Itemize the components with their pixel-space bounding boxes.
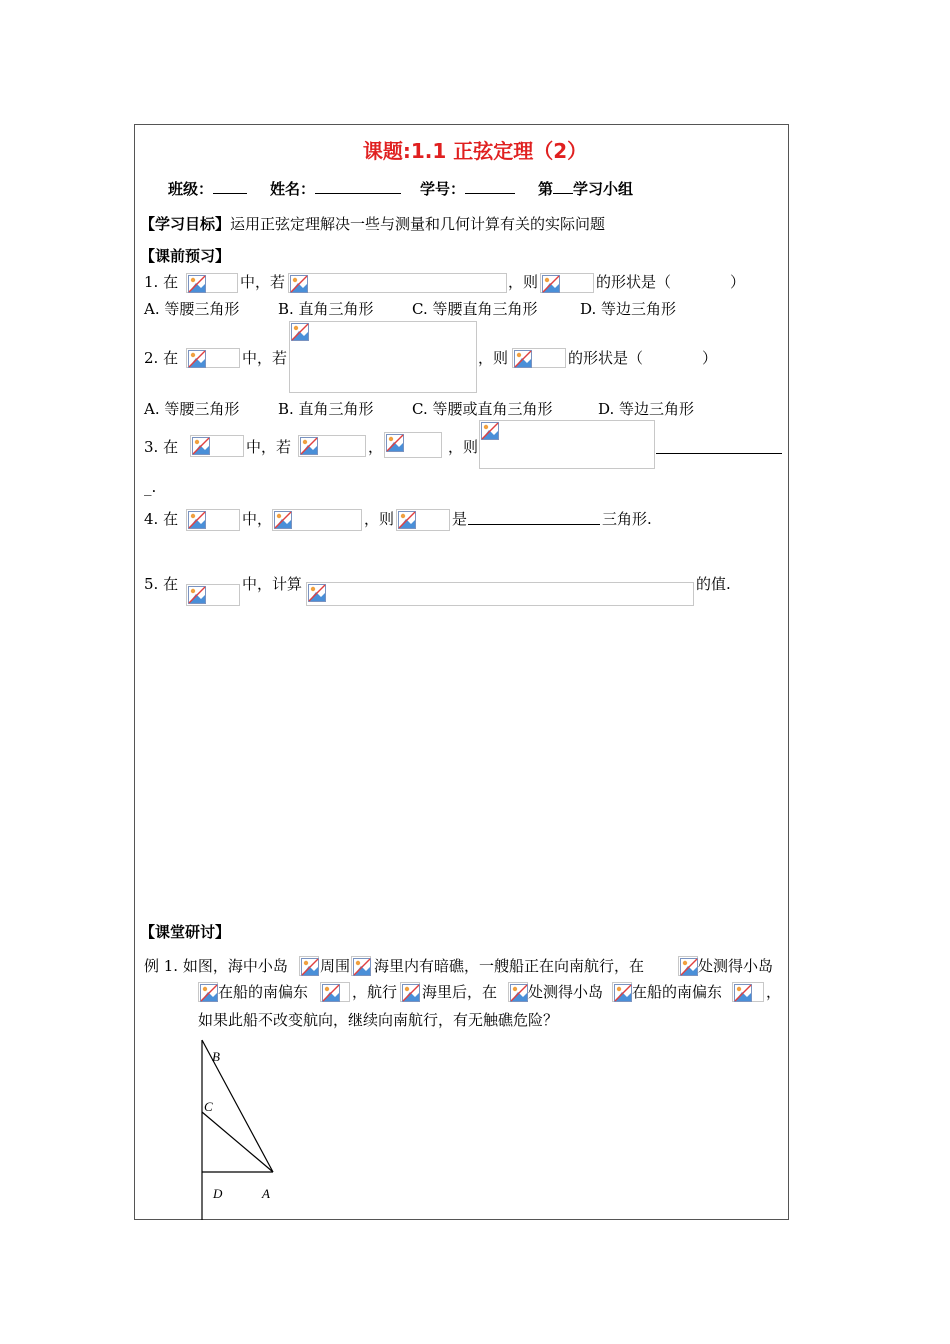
q5-text: 中，计算 [242,575,303,593]
broken-image-icon [510,984,528,1002]
q2-text: ，则 [478,349,509,367]
example-text: 例 1. 如图，海中小岛 [144,957,288,975]
formula-image [299,956,319,976]
formula-image [186,348,240,368]
formula-image [396,509,450,531]
broken-image-icon [680,958,698,976]
broken-image-icon [542,275,560,293]
broken-image-icon [188,350,206,368]
formula-image [306,582,694,606]
q3-text: 3. 在 [144,438,179,456]
broken-image-icon [291,323,309,341]
q2-text: 的形状是（ [568,349,644,367]
label-b: B [212,1049,220,1064]
q4-text: 三角形. [602,510,652,528]
broken-image-icon [301,958,319,976]
q1-option-a: A. 等腰三角形 [144,300,240,318]
answer-blank [468,524,600,525]
broken-image-icon [200,984,218,1002]
formula-image [272,509,362,531]
q4-text: 是 [452,510,468,528]
q1-option-b: B. 直角三角形 [278,300,374,318]
name-label: 姓名： [270,178,401,199]
q5-text: 的值. [696,575,731,593]
objective: 【学习目标】运用正弦定理解决一些与测量和几何计算有关的实际问题 [140,215,606,233]
formula-image [186,584,240,606]
broken-image-icon [614,984,632,1002]
broken-image-icon [188,511,206,529]
q1-option-d: D. 等边三角形 [580,300,677,318]
broken-image-icon [353,958,371,976]
q2-option-a: A. 等腰三角形 [144,400,240,418]
broken-image-icon [398,511,416,529]
q3-text: ，则 [448,438,479,456]
q2-option-c: C. 等腰或直角三角形 [412,400,553,418]
formula-image [479,420,655,469]
q4-text: ，则 [364,510,395,528]
broken-image-icon [300,437,318,455]
broken-image-icon [514,350,532,368]
example-text: 海里内有暗礁，一艘船正在向南航行，在 [374,957,645,975]
q1-text: ，则 [508,273,539,291]
broken-image-icon [192,437,210,455]
q2-option-d: D. 等边三角形 [598,400,695,418]
example-text: 在船的南偏东 [632,983,723,1001]
q2-text: 中，若 [242,349,288,367]
broken-image-icon [386,434,404,452]
group-label: 第 学习小组 [538,180,634,198]
formula-image [190,435,244,457]
q3-text: ， [368,438,384,456]
formula-image [384,432,442,458]
q4-text: 中， [242,510,273,528]
triangle-figure [180,1036,290,1220]
formula-image [400,982,420,1002]
id-label: 学号： [420,178,515,199]
example-text: 周围 [320,957,351,975]
broken-image-icon [481,422,499,440]
q1-text: 中，若 [240,273,286,291]
formula-image [678,956,698,976]
formula-image [512,348,566,368]
formula-image [612,982,632,1002]
q2-text: 2. 在 [144,349,179,367]
formula-image [351,956,371,976]
class-label: 班级： [168,178,247,199]
example-text: 处测得小岛 [698,957,774,975]
formula-image [186,273,238,293]
formula-image [320,982,350,1002]
formula-image [732,982,764,1002]
label-d: D [213,1186,223,1201]
label-c: C [204,1099,213,1114]
q3-text: 中，若 [246,438,292,456]
formula-image [289,321,477,393]
q1-option-c: C. 等腰直角三角形 [412,300,538,318]
broken-image-icon [308,584,326,602]
formula-image [298,435,366,457]
formula-image [508,982,528,1002]
broken-image-icon [402,984,420,1002]
q1-text: 的形状是（ [596,273,672,291]
example-text: 在船的南偏东 [218,983,309,1001]
example-text: 海里后，在 [422,983,498,1001]
preview-heading: 【课前预习】 [140,247,231,265]
q3-text: _. [144,478,157,496]
formula-image [540,273,594,293]
broken-image-icon [188,275,206,293]
q5-text: 5. 在 [144,575,179,593]
classroom-heading: 【课堂研讨】 [140,923,231,941]
q2-text: ） [702,349,718,367]
formula-image [198,982,218,1002]
q4-text: 4. 在 [144,510,179,528]
formula-image [288,273,507,293]
formula-image [186,509,240,531]
q1-text: ） [730,273,746,291]
answer-blank [656,453,782,454]
q1-text: 1. 在 [144,273,179,291]
broken-image-icon [290,275,308,293]
example-text: 如果此船不改变航向，继续向南航行，有无触礁危险？ [198,1011,559,1029]
label-a: A [262,1186,270,1201]
example-text: ，航行 [352,983,398,1001]
example-text: 处测得小岛 [528,983,604,1001]
example-text: ， [766,983,782,1001]
broken-image-icon [274,511,292,529]
broken-image-icon [322,984,340,1002]
q2-option-b: B. 直角三角形 [278,400,374,418]
broken-image-icon [734,984,752,1002]
broken-image-icon [188,586,206,604]
page-title: 课题:1.1 正弦定理（2） [362,139,588,163]
